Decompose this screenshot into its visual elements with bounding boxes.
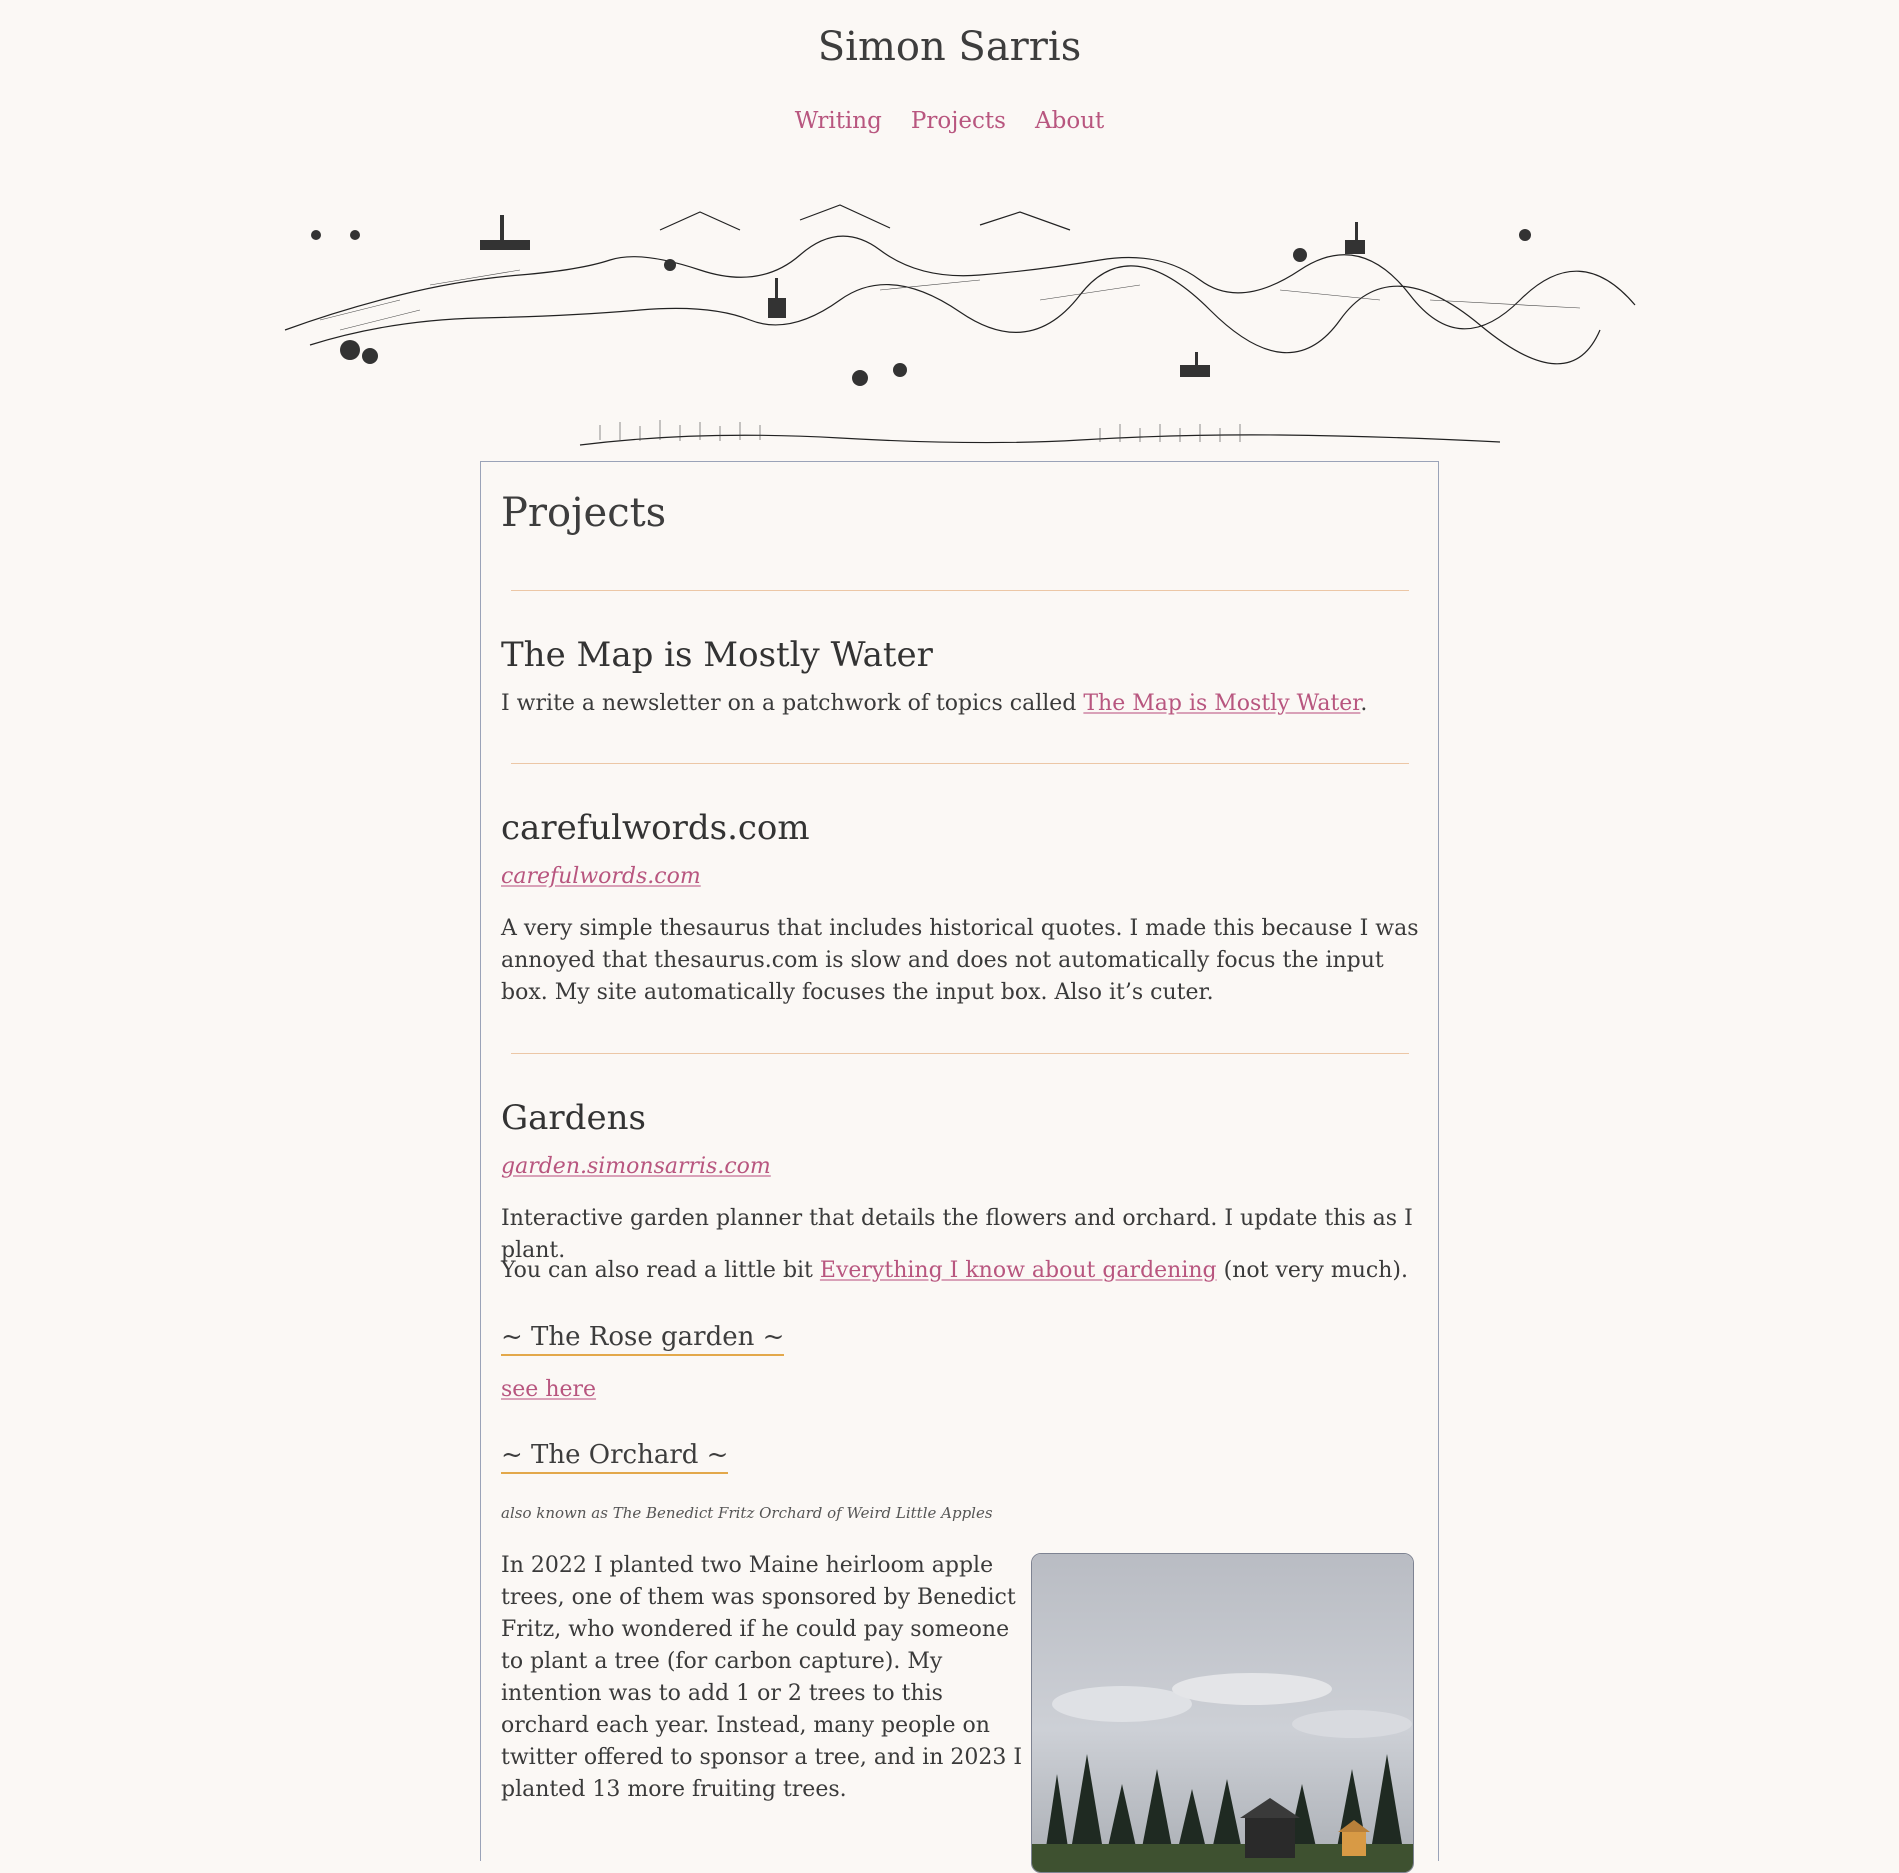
orchard-heading: ~ The Orchard ~ [501,1440,728,1474]
nav-writing[interactable]: Writing [794,108,882,134]
landscape-illustration [280,200,1640,462]
carefulwords-link-line [501,861,1421,893]
map-newsletter-link[interactable]: The Map is Mostly Water [1083,691,1361,716]
section-heading-map: The Map is Mostly Water [501,635,933,675]
orchard-photo-image [1032,1554,1414,1873]
carefulwords-link[interactable]: carefulwords.com [501,864,701,889]
rose-garden-link-line [501,1374,1421,1406]
map-description [501,688,1421,720]
gardens-description: Interactive garden planner that details the flowers and orchard. I update this as I plant. [501,1206,1413,1263]
page-title: Projects [501,490,667,536]
orchard-note: also known as The Benedict Fritz Orchard of Weird Little Apples [501,1504,993,1522]
map-text-after: . [1360,691,1368,716]
divider [511,590,1409,591]
map-text-before: I write a newsletter on a patchwork of topics called [501,691,1084,716]
main-nav [0,108,1899,134]
nav-projects[interactable]: Projects [910,108,1006,134]
gardening-read-after: (not very much). [1216,1258,1408,1283]
gardening-read-before: You can also read a little bit [501,1258,820,1283]
section-heading-carefulwords: carefulwords.com [501,808,810,848]
nav-about[interactable]: About [1035,108,1105,134]
divider [511,1053,1409,1054]
rose-garden-heading: ~ The Rose garden ~ [501,1322,784,1356]
rose-garden-link[interactable]: see here [501,1377,597,1402]
section-heading-gardens: Gardens [501,1098,646,1138]
gardening-read-line [501,1255,1421,1287]
gardens-link-line [501,1151,1421,1183]
carefulwords-description: A very simple thesaurus that includes historical quotes. I made this because I was annoyed that thesaurus.com is slow and does not automatically focus the input box. My site automatically focuses the input box. Also it’s cuter. [501,916,1419,1005]
site-title[interactable]: Simon Sarris [817,24,1082,70]
orchard-photo [1031,1553,1414,1873]
gardening-essay-link[interactable]: Everything I know about gardening [819,1258,1217,1283]
divider [511,763,1409,764]
gardens-link[interactable]: garden.simonsarris.com [501,1154,771,1179]
projects-card [480,461,1439,1861]
orchard-description: In 2022 I planted two Maine heirloom apple trees, one of them was sponsored by Benedict Fritz, who wondered if he could pay someone to plant a tree (for carbon capture). My intention was to add 1 or 2 trees to this orchard each year. Instead, many people on twitter offered to sponsor a tree, and in 2023 I planted 13 more fruiting trees. [501,1553,1023,1802]
